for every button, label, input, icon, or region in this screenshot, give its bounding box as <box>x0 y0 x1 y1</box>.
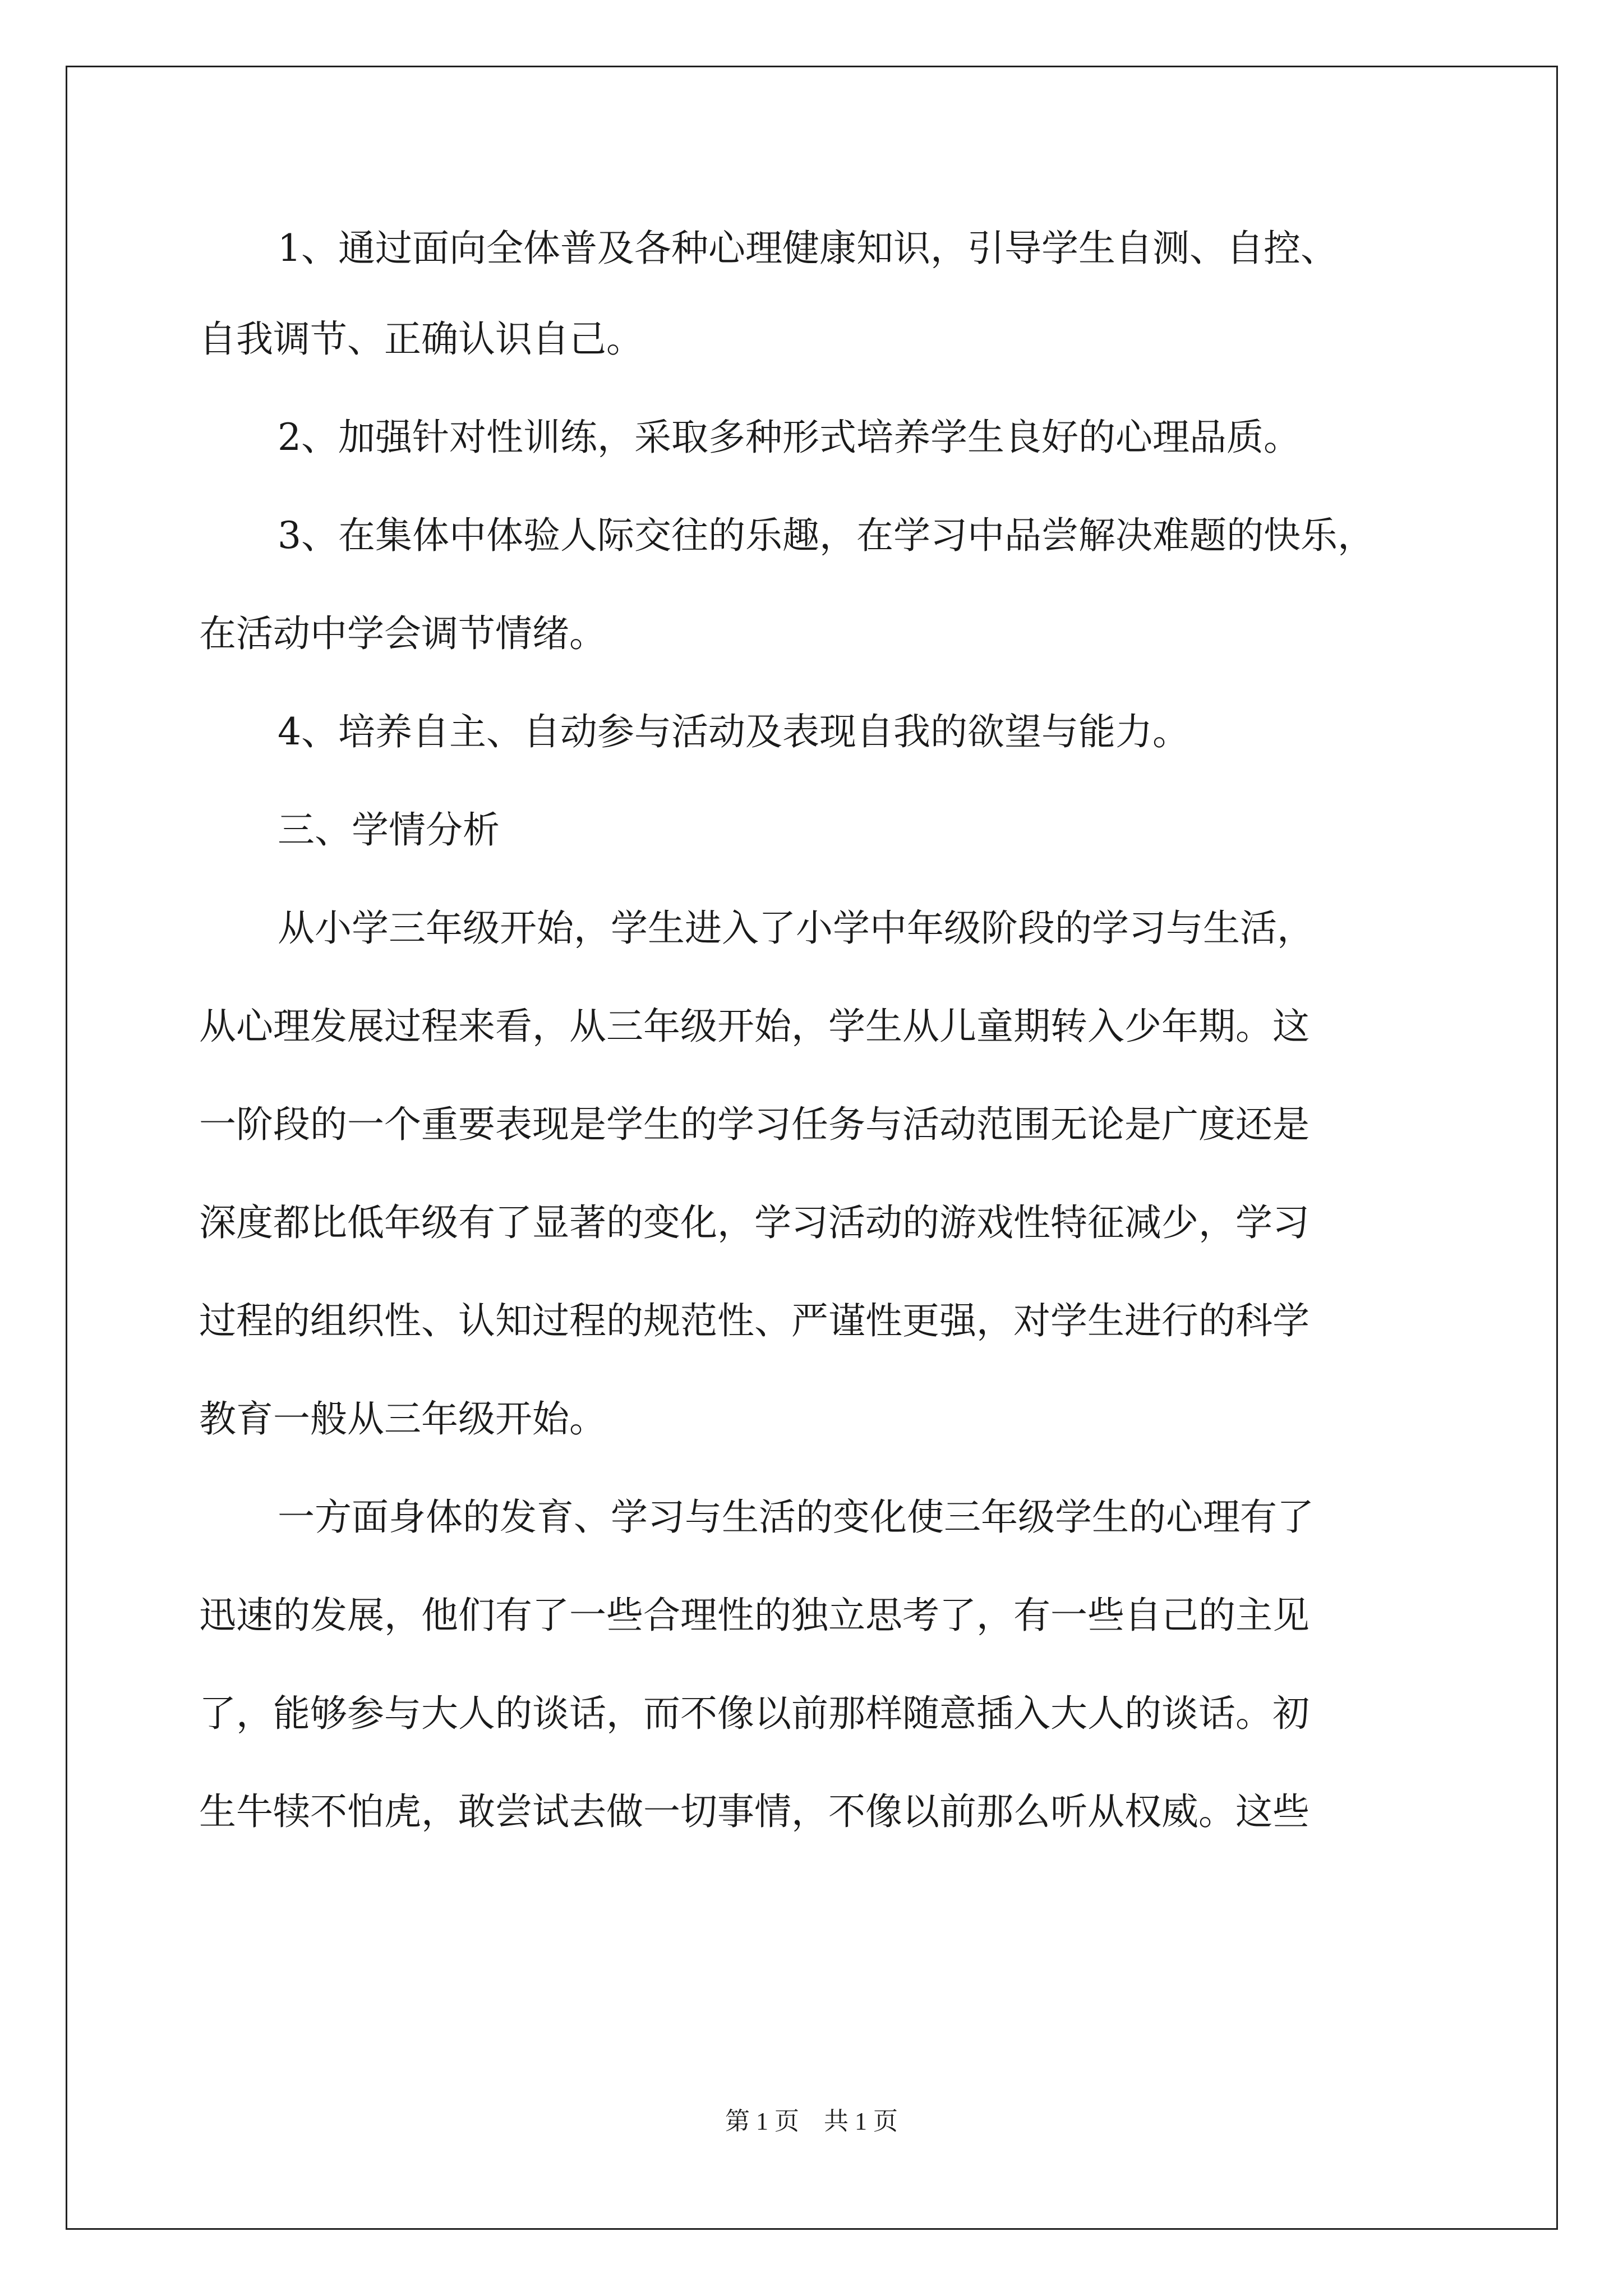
text-line: 一阶段的一个重要表现是学生的学习任务与活动范围无论是广度还是 <box>199 1103 1310 1146</box>
text-line: 4、培养自主、自动参与活动及表现自我的欲望与能力。 <box>278 710 1189 753</box>
text-line: 从心理发展过程来看，从三年级开始，学生从儿童期转入少年期。这 <box>199 1005 1310 1048</box>
section-heading: 三、学情分析 <box>278 808 500 852</box>
page-footer: 第 1 页 共 1 页 <box>725 2108 898 2135</box>
text-line: 3、在集体中体验人际交往的乐趣，在学习中品尝解决难题的快乐， <box>278 514 1375 557</box>
text-line: 自我调节、正确认识自己。 <box>199 318 643 361</box>
text-line: 2、加强针对性训练，采取多种形式培养学生良好的心理品质。 <box>278 416 1301 459</box>
text-line: 生牛犊不怕虎，敢尝试去做一切事情，不像以前那么听从权威。这些 <box>199 1790 1310 1833</box>
text-line: 1、通过面向全体普及各种心理健康知识，引导学生自测、自控、 <box>278 227 1338 270</box>
text-line: 过程的组织性、认知过程的规范性、严谨性更强，对学生进行的科学 <box>199 1299 1310 1342</box>
text-line: 在活动中学会调节情绪。 <box>199 612 606 655</box>
text-line: 了，能够参与大人的谈话，而不像以前那样随意插入大人的谈话。初 <box>199 1692 1310 1735</box>
text-line: 教育一般从三年级开始。 <box>199 1397 606 1441</box>
text-line: 一方面身体的发育、学习与生活的变化使三年级学生的心理有了 <box>278 1496 1314 1539</box>
text-line: 迅速的发展，他们有了一些合理性的独立思考了，有一些自己的主见 <box>199 1594 1310 1637</box>
text-line: 从小学三年级开始，学生进入了小学中年级阶段的学习与生活， <box>278 907 1314 950</box>
text-line: 深度都比低年级有了显著的变化，学习活动的游戏性特征减少，学习 <box>199 1201 1310 1244</box>
